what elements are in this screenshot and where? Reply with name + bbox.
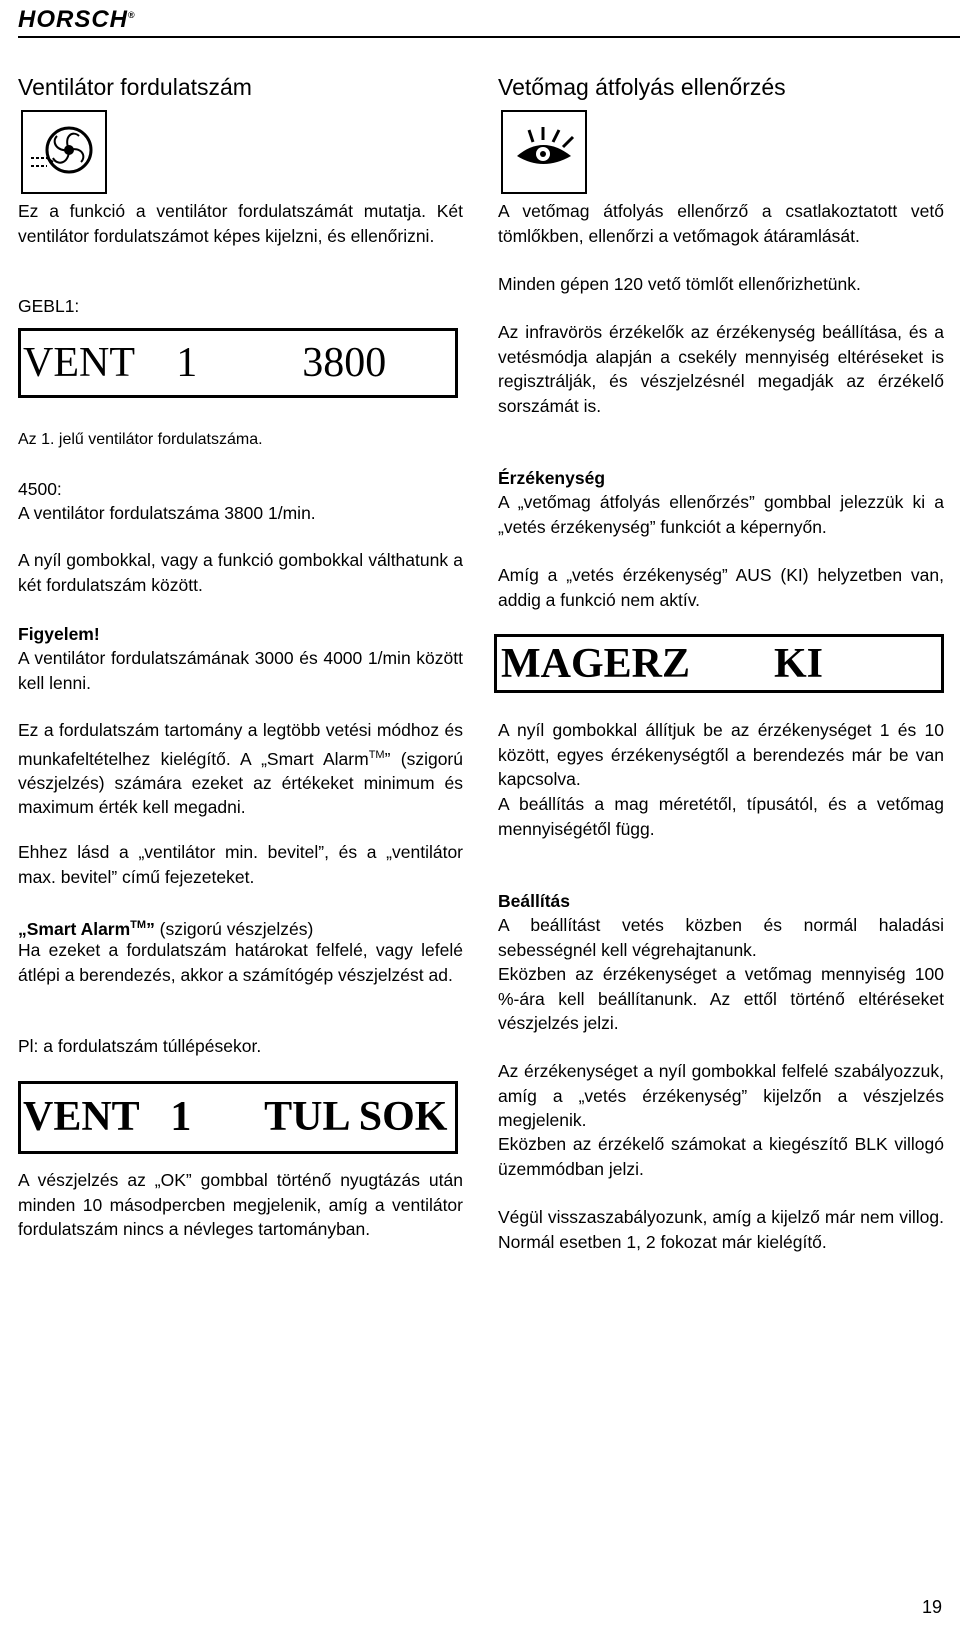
sensitivity-off-text: Amíg a „vetés érzékenység” AUS (KI) helyzetben van, addig a funkció nem aktív. bbox=[498, 565, 944, 610]
fan-icon bbox=[21, 110, 107, 194]
fan-intro-text: Ez a funkció a ventilátor fordulatszámát mutatja. Két ventilátor fordulatszámot képes kijelzni, és ellenőrizni. bbox=[18, 201, 463, 246]
switch-speed-text: A nyíl gombokkal, vagy a funkció gombokkal válthatunk a két fordulatszám között. bbox=[18, 550, 463, 595]
example-text: Pl: a fordulatszám túllépésekor. bbox=[18, 1036, 262, 1056]
fan-speed-value-text: A ventilátor fordulatszáma 3800 1/min. bbox=[18, 503, 316, 523]
label-4500: 4500: bbox=[18, 479, 62, 499]
setting-text: A beállítást vetés közben és normál haladási sebességnél kell végrehajtanunk. bbox=[498, 915, 944, 960]
header-rule bbox=[18, 36, 960, 38]
blk-text: Eközben az érzékelő számokat a kiegészítő BLK villogó üzemmódban jelzi. bbox=[498, 1134, 944, 1179]
seed-flow-intro: A vetőmag átfolyás ellenőrző a csatlakoztatott vető tömlőkben, ellenőrzi a vetőmagok átáramlását. bbox=[498, 201, 944, 246]
seed-flow-title: Vetőmag átfolyás ellenőrzés bbox=[498, 74, 786, 100]
fan-speed-title: Ventilátor fordulatszám bbox=[18, 74, 252, 100]
setting-depends-text: A beállítás a mag méretétől, típusától, és a vetőmag mennyiségétől függ. bbox=[498, 794, 944, 839]
setting-100-text: Eközben az érzékenységet a vetőmag mennyiség 100 %-ára kell beállítanunk. Az ettől történő eltéréseket vészjelzés jelzi. bbox=[498, 964, 944, 1033]
display-vent-speed: VENT 1 3800 bbox=[18, 328, 458, 398]
eye-icon bbox=[501, 110, 587, 194]
infrared-text: Az infravörös érzékelők az érzékenység beállítása, és a vetésmódja alapján a csekély mennyiség eltéréseket is regisztrálják, és vészjelzésnél megadják az érzékelő sorszámát is. bbox=[498, 322, 944, 416]
setting-title: Beállítás bbox=[498, 891, 570, 911]
alarm-ack-text: A vészjelzés az „OK” gombbal történő nyugtázás után minden 10 másodpercben megjelenik, amíg a ventilátor fordulatszám nincs a névleges tartományban. bbox=[18, 1170, 463, 1239]
limit-exceeded-text: Ha ezeket a fordulatszám határokat felfelé, vagy lefelé átlépi a berendezés, akkor a számítógép vészjelzést ad. bbox=[18, 940, 463, 985]
see-chapters-text: Ehhez lásd a „ventilátor min. bevitel”, és a „ventilátor max. bevitel” című fejezeteket. bbox=[18, 842, 463, 887]
fan1-speed-text: Az 1. jelű ventilátor fordulatszáma. bbox=[18, 431, 263, 448]
display-vent-alarm: VENT 1 TUL SOK bbox=[18, 1081, 458, 1154]
speed-range-text: A ventilátor fordulatszámának 3000 és 4000 1/min között kell lenni. bbox=[18, 648, 463, 693]
sensitivity-title: Érzékenység bbox=[498, 468, 606, 488]
horsch-logo: HORSCH® bbox=[18, 6, 136, 33]
page-header bbox=[18, 4, 960, 40]
adjust-up-text: Az érzékenységet a nyíl gombokkal felfelé szabályozzuk, amíg a „vetés érzékenység” kijelzőn a vészjelzés megjelenik. bbox=[498, 1061, 944, 1130]
hose-count-text: Minden gépen 120 vető tömlőt ellenőrizhetünk. bbox=[498, 274, 861, 294]
smart-alarm-heading: „Smart Alarm™” (szigorú vészjelzés) bbox=[18, 918, 314, 939]
warning-title: Figyelem! bbox=[18, 624, 100, 644]
sensitivity-text: A „vetőmag átfolyás ellenőrzés” gombbal jelezzük ki a „vetés érzékenység” funkciót a képernyőn. bbox=[498, 492, 944, 537]
final-adjust-text: Végül visszaszabályozunk, amíg a kijelző már nem villog. Normál esetben 1, 2 fokozat már kielégítő. bbox=[498, 1207, 944, 1252]
smart-alarm-text: Ez a fordulatszám tartomány a legtöbb vetési módhoz és munkafeltételhez kielégítő. A „Smart Alarm™” (szigorú vészjelzés) számára ezeket az értékeket minimum és maximum érték kell megadni. bbox=[18, 720, 463, 818]
gebl-label: GEBL1: bbox=[18, 296, 80, 316]
display-magerz: MAGERZ KI bbox=[494, 634, 944, 693]
page-number: 19 bbox=[921, 1597, 942, 1617]
sensitivity-range-text: A nyíl gombokkal állítjuk be az érzékenységet 1 és 10 között, egyes érzékenységtől a berendezés már be van kapcsolva. bbox=[498, 720, 944, 789]
